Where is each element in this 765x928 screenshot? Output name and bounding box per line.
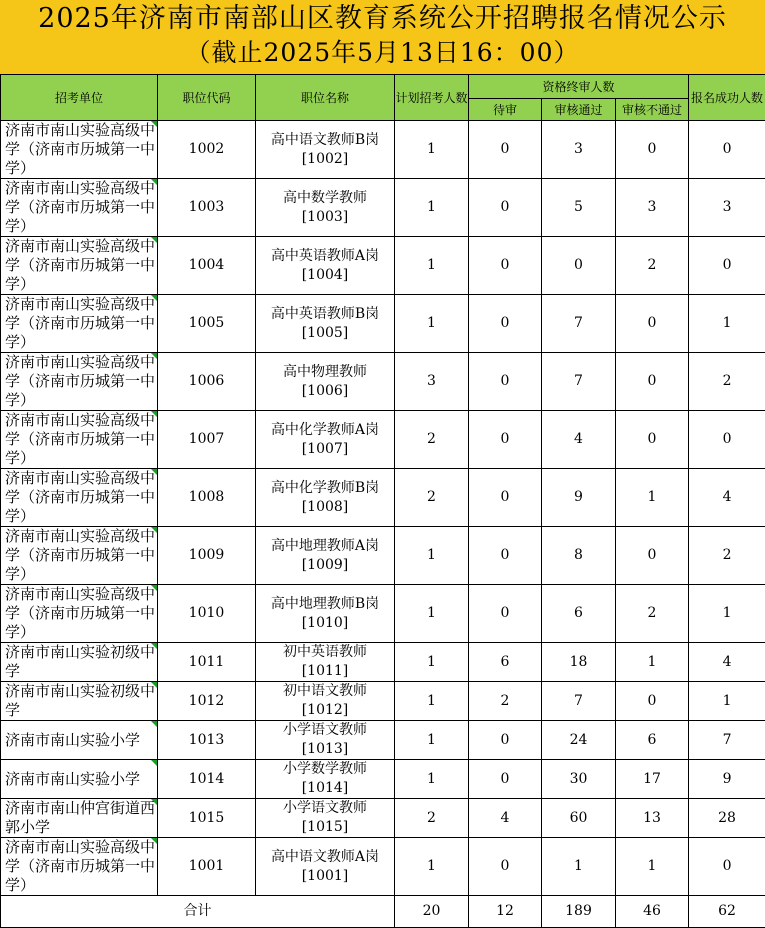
cell-pending: 0 <box>469 353 542 411</box>
cell-name: 小学语文教师[1013] <box>256 721 395 760</box>
cell-name: 高中化学教师A岗[1007] <box>256 411 395 469</box>
cell-plan: 1 <box>395 721 469 760</box>
cell-unit-text: 济南市南山实验高级中学（济南市历城第一中学） <box>5 179 155 235</box>
cell-success: 1 <box>689 295 765 353</box>
table-row <box>1 682 765 721</box>
cell-unit-text: 济南市南山实验高级中学（济南市历城第一中学） <box>5 353 155 409</box>
cell-pending: 2 <box>469 682 542 721</box>
cell-code: 1004 <box>158 237 256 295</box>
cell-code: 1010 <box>158 585 256 643</box>
cell-code: 1007 <box>158 411 256 469</box>
cell-passed: 0 <box>542 237 616 295</box>
cell-unit-text: 济南市南山实验高级中学（济南市历城第一中学） <box>5 295 155 351</box>
header-row-top <box>1 75 765 99</box>
cell-success: 2 <box>689 527 765 585</box>
cell-success: 1 <box>689 682 765 721</box>
cell-passed: 9 <box>542 469 616 527</box>
cell-comment-marker-icon <box>151 760 157 766</box>
cell-pending: 4 <box>469 799 542 838</box>
header-name: 职位名称 <box>256 75 395 121</box>
cell-success: 4 <box>689 469 765 527</box>
cell-comment-marker-icon <box>151 682 157 688</box>
cell-plan: 1 <box>395 295 469 353</box>
cell-passed: 5 <box>542 179 616 237</box>
cell-pending: 0 <box>469 237 542 295</box>
cell-success: 9 <box>689 760 765 799</box>
cell-comment-marker-icon <box>151 179 157 185</box>
cell-success: 0 <box>689 121 765 179</box>
cell-name: 初中英语教师[1011] <box>256 643 395 682</box>
cell-name: 小学语文教师[1015] <box>256 799 395 838</box>
cell-name: 高中地理教师B岗[1010] <box>256 585 395 643</box>
cell-plan: 1 <box>395 527 469 585</box>
cell-code: 1009 <box>158 527 256 585</box>
cell-failed: 0 <box>616 411 689 469</box>
cell-passed: 7 <box>542 682 616 721</box>
cell-passed: 4 <box>542 411 616 469</box>
cell-comment-marker-icon <box>151 237 157 243</box>
cell-failed: 13 <box>616 799 689 838</box>
cell-unit <box>1 179 158 237</box>
total-success: 62 <box>689 896 765 928</box>
cell-plan: 1 <box>395 643 469 682</box>
cell-unit <box>1 838 158 896</box>
cell-success: 2 <box>689 353 765 411</box>
cell-plan: 2 <box>395 411 469 469</box>
cell-pending: 0 <box>469 760 542 799</box>
cell-unit <box>1 682 158 721</box>
table-row <box>1 295 765 353</box>
table-row <box>1 353 765 411</box>
total-plan: 20 <box>395 896 469 928</box>
cell-code: 1011 <box>158 643 256 682</box>
cell-success: 1 <box>689 585 765 643</box>
header-pending: 待审 <box>469 99 542 121</box>
cell-success: 0 <box>689 838 765 896</box>
cell-plan: 1 <box>395 237 469 295</box>
cell-unit-text: 济南市南山实验高级中学（济南市历城第一中学） <box>5 121 155 177</box>
cell-unit <box>1 721 158 760</box>
table-row <box>1 469 765 527</box>
cell-failed: 17 <box>616 760 689 799</box>
cell-passed: 3 <box>542 121 616 179</box>
total-pending: 12 <box>469 896 542 928</box>
cell-unit <box>1 121 158 179</box>
cell-unit <box>1 353 158 411</box>
table-row <box>1 411 765 469</box>
cell-name: 初中语文教师[1012] <box>256 682 395 721</box>
header-unit: 招考单位 <box>1 75 158 121</box>
total-failed: 46 <box>616 896 689 928</box>
cell-code: 1005 <box>158 295 256 353</box>
cell-plan: 2 <box>395 469 469 527</box>
header-plan: 计划招考人数 <box>395 75 469 121</box>
cell-unit <box>1 643 158 682</box>
table-body <box>1 121 765 896</box>
cell-comment-marker-icon <box>151 353 157 359</box>
cell-passed: 7 <box>542 295 616 353</box>
cell-name: 高中语文教师A岗[1001] <box>256 838 395 896</box>
cell-unit-text: 济南市南山实验高级中学（济南市历城第一中学） <box>5 527 155 583</box>
cell-pending: 0 <box>469 838 542 896</box>
cell-unit <box>1 527 158 585</box>
table-row <box>1 179 765 237</box>
page-title-banner <box>0 0 765 74</box>
cell-passed: 60 <box>542 799 616 838</box>
total-label: 合计 <box>1 896 395 928</box>
cell-failed: 1 <box>616 838 689 896</box>
cell-success: 0 <box>689 411 765 469</box>
cell-comment-marker-icon <box>151 585 157 591</box>
cell-code: 1006 <box>158 353 256 411</box>
cell-pending: 0 <box>469 121 542 179</box>
cell-pending: 0 <box>469 585 542 643</box>
cell-pending: 0 <box>469 469 542 527</box>
cell-unit <box>1 469 158 527</box>
table-row <box>1 237 765 295</box>
cell-comment-marker-icon <box>151 799 157 805</box>
table-row <box>1 643 765 682</box>
cell-unit <box>1 760 158 799</box>
cell-failed: 0 <box>616 682 689 721</box>
cell-failed: 2 <box>616 237 689 295</box>
cell-comment-marker-icon <box>151 121 157 127</box>
cell-success: 28 <box>689 799 765 838</box>
cell-failed: 3 <box>616 179 689 237</box>
cell-failed: 1 <box>616 469 689 527</box>
cell-failed: 0 <box>616 353 689 411</box>
cell-unit <box>1 411 158 469</box>
cell-failed: 0 <box>616 527 689 585</box>
cell-comment-marker-icon <box>151 721 157 727</box>
header-success: 报名成功人数 <box>689 75 765 121</box>
cell-comment-marker-icon <box>151 411 157 417</box>
header-review-group: 资格终审人数 <box>469 75 689 99</box>
cell-success: 7 <box>689 721 765 760</box>
total-row <box>1 896 765 928</box>
cell-unit-text: 济南市南山仲宫街道西郭小学 <box>5 799 155 836</box>
cell-name: 高中英语教师B岗[1005] <box>256 295 395 353</box>
cell-unit-text: 济南市南山实验初级中学 <box>5 682 155 719</box>
cell-pending: 0 <box>469 527 542 585</box>
page-title: 2025年济南市南部山区教育系统公开招聘报名情况公示 <box>0 0 765 36</box>
cell-passed: 30 <box>542 760 616 799</box>
cell-unit <box>1 585 158 643</box>
cell-pending: 6 <box>469 643 542 682</box>
cell-code: 1002 <box>158 121 256 179</box>
cell-pending: 0 <box>469 721 542 760</box>
cell-pending: 0 <box>469 411 542 469</box>
cell-unit <box>1 799 158 838</box>
cell-failed: 1 <box>616 643 689 682</box>
cell-failed: 6 <box>616 721 689 760</box>
registration-table <box>0 74 765 928</box>
total-passed: 189 <box>542 896 616 928</box>
cell-unit-text: 济南市南山实验小学 <box>5 731 140 749</box>
cell-name: 高中英语教师A岗[1004] <box>256 237 395 295</box>
cell-passed: 6 <box>542 585 616 643</box>
cell-name: 小学数学教师[1014] <box>256 760 395 799</box>
page-subtitle-deadline: （截止2025年5月13日16：00） <box>0 36 765 70</box>
cell-passed: 8 <box>542 527 616 585</box>
cell-name: 高中化学教师B岗[1008] <box>256 469 395 527</box>
table-row <box>1 121 765 179</box>
cell-passed: 7 <box>542 353 616 411</box>
cell-unit-text: 济南市南山实验高级中学（济南市历城第一中学） <box>5 237 155 293</box>
cell-passed: 1 <box>542 838 616 896</box>
cell-plan: 1 <box>395 179 469 237</box>
cell-name: 高中语文教师B岗[1002] <box>256 121 395 179</box>
cell-name: 高中物理教师[1006] <box>256 353 395 411</box>
header-failed: 审核不通过 <box>616 99 689 121</box>
cell-unit-text: 济南市南山实验高级中学（济南市历城第一中学） <box>5 411 155 467</box>
cell-comment-marker-icon <box>151 295 157 301</box>
cell-unit-text: 济南市南山实验初级中学 <box>5 643 155 680</box>
cell-code: 1003 <box>158 179 256 237</box>
cell-unit <box>1 237 158 295</box>
cell-plan: 1 <box>395 838 469 896</box>
cell-name: 高中地理教师A岗[1009] <box>256 527 395 585</box>
cell-comment-marker-icon <box>151 643 157 649</box>
cell-failed: 0 <box>616 121 689 179</box>
cell-success: 4 <box>689 643 765 682</box>
cell-success: 3 <box>689 179 765 237</box>
cell-success: 0 <box>689 237 765 295</box>
cell-passed: 18 <box>542 643 616 682</box>
table-row <box>1 838 765 896</box>
cell-code: 1015 <box>158 799 256 838</box>
cell-code: 1012 <box>158 682 256 721</box>
cell-plan: 1 <box>395 682 469 721</box>
cell-plan: 1 <box>395 585 469 643</box>
cell-plan: 2 <box>395 799 469 838</box>
cell-name: 高中数学教师[1003] <box>256 179 395 237</box>
cell-plan: 1 <box>395 121 469 179</box>
cell-unit-text: 济南市南山实验高级中学（济南市历城第一中学） <box>5 838 155 894</box>
cell-unit-text: 济南市南山实验高级中学（济南市历城第一中学） <box>5 469 155 525</box>
header-code: 职位代码 <box>158 75 256 121</box>
cell-unit-text: 济南市南山实验小学 <box>5 770 140 788</box>
cell-failed: 2 <box>616 585 689 643</box>
cell-unit-text: 济南市南山实验高级中学（济南市历城第一中学） <box>5 585 155 641</box>
table-row <box>1 760 765 799</box>
header-passed: 审核通过 <box>542 99 616 121</box>
table-row <box>1 721 765 760</box>
cell-failed: 0 <box>616 295 689 353</box>
cell-plan: 3 <box>395 353 469 411</box>
table-row <box>1 527 765 585</box>
cell-comment-marker-icon <box>151 469 157 475</box>
table-row <box>1 585 765 643</box>
cell-pending: 0 <box>469 295 542 353</box>
cell-code: 1001 <box>158 838 256 896</box>
cell-comment-marker-icon <box>151 838 157 844</box>
cell-comment-marker-icon <box>151 527 157 533</box>
cell-pending: 0 <box>469 179 542 237</box>
cell-code: 1013 <box>158 721 256 760</box>
cell-passed: 24 <box>542 721 616 760</box>
cell-code: 1008 <box>158 469 256 527</box>
cell-code: 1014 <box>158 760 256 799</box>
cell-unit <box>1 295 158 353</box>
table-row <box>1 799 765 838</box>
cell-plan: 1 <box>395 760 469 799</box>
